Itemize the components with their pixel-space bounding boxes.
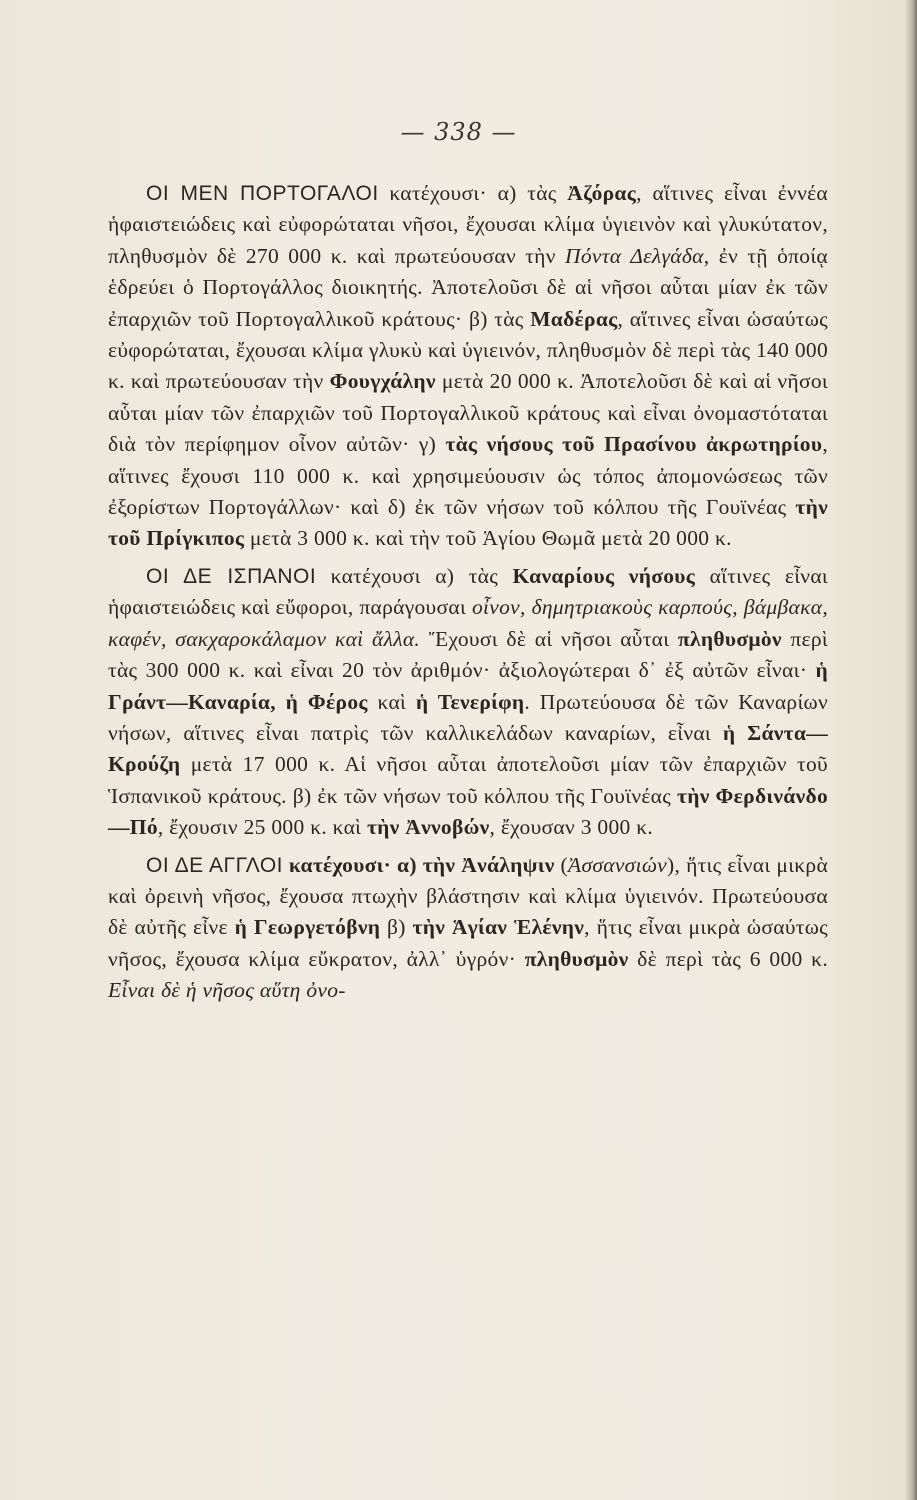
bold-term: ἡ Τενερίφη <box>415 689 525 714</box>
text-run: μετὰ 20 000 κ. Ἀποτελοῦσι δὲ καὶ αἱ νῆσοι αὗται μίαν τῶν ἐπαρχιῶν τοῦ Πορτογαλλικοῦ κράτους καὶ εἶναι ὀνομαστόταται διὰ τὸν περίφημον οἶνον αὐτῶν· γ) <box>108 369 828 457</box>
bold-term: Μαδέρας <box>530 306 618 331</box>
text-run: , αἵτινες εἶναι ὡσαύτως εὐφορώταται, ἔχουσαι κλίμα γλυκὺ καὶ ὑγιεινόν, πληθυσμὸν δὲ περὶ τὰς 140 000 κ. καὶ πρωτεύουσαν τὴν <box>108 306 828 394</box>
text-run: , ἔχουσιν 25 000 κ. καὶ <box>157 815 367 840</box>
bold-term: πληθυσμὸν <box>524 946 629 971</box>
text-run: Ἔχουσι δὲ αἱ νῆσοι αὗται <box>420 626 678 651</box>
paragraph-lead: ΟΙ ΔΕ ΑΓΓΛΟΙ <box>146 853 284 877</box>
bold-term: ἡ Σάντα—Κρούζη <box>108 720 828 777</box>
text-run: μετὰ 17 000 κ. Αἱ νῆσοι αὗται ἀποτελοῦσι μίαν τῶν ἐπαρχιῶν τοῦ Ἱσπανικοῦ κράτους. β) ἐκ τῶν νήσων τοῦ κόλπου τῆς Γουϊνέας <box>108 752 828 808</box>
paragraph <box>108 850 828 1007</box>
text-run: , ἐν τῇ ὁποίᾳ ἑδρεύει ὁ Πορτογάλλος διοικητής. Ἀποτελοῦσι δὲ αἱ νῆσοι αὗται μίαν ἐκ τῶν ἐπαρχιῶν τοῦ Πορτογαλλικοῦ κράτους· β) τὰς <box>108 243 828 331</box>
bold-term: πληθυσμὸν <box>677 626 782 651</box>
text-run: περὶ τὰς 300 000 κ. καὶ εἶναι 20 τὸν ἀριθμόν· ἀξιολογώτεραι δ᾽ ἐξ αὐτῶν εἶναι· <box>108 626 828 683</box>
italic-text: Πόντα Δελγάδα <box>565 243 704 268</box>
text-run: μετὰ 3 000 κ. καὶ τὴν τοῦ Ἁγίου Θωμᾶ μετὰ 20 000 κ. <box>244 526 732 551</box>
bold-term: ἡ Γράντ—Καναρία, ἡ Φέρος <box>108 658 828 714</box>
italic-text: οἶνον, δημητριακοὺς καρπούς, βάμβακα, καφέν, σακχαροκάλαμον καὶ ἄλλα. <box>108 595 828 651</box>
bold-term: τὴν Ἀνάληψιν <box>422 852 555 877</box>
bold-term: Ἀζόρας <box>567 181 637 205</box>
text-run: , αἵτινες εἶναι ἐννέα ἡφαιστειώδεις καὶ εὐφορώταται νῆσοι, ἔχουσαι κλίμα ὑγιεινὸν καὶ γλυκύτατον, πληθυσμὸν δὲ 270 000 κ. καὶ πρωτεύουσαν τὴν <box>108 181 828 268</box>
body-text <box>108 178 828 1007</box>
paragraph <box>108 178 828 555</box>
bold-term: τὴν Ἁγίαν Ἑλένην <box>412 915 585 940</box>
bold-term: τὴν Ἀννοβών <box>366 815 490 840</box>
paragraph-lead: ΟΙ ΔΕ ΙΣΠΑΝΟΙ <box>146 564 317 588</box>
italic-text: Εἶναι δὲ ἡ νῆσος αὕτη ὀνο- <box>108 978 346 1003</box>
text-run: δὲ περὶ τὰς 6 000 κ. <box>628 946 828 971</box>
italic-text: Ἀσσανσιών <box>568 852 668 877</box>
text-run: . Πρωτεύουσα δὲ τῶν Καναρίων νήσων, αἵτινες εἶναι πατρὶς τῶν καλλικελάδων καναρίων, εἶναι <box>108 689 828 745</box>
text-run: καὶ <box>367 689 416 714</box>
text-run: κατέχουσι α) τὰς <box>316 563 513 588</box>
text-run: ( <box>554 852 569 877</box>
text-run: , αἵτινες ἔχουσι 110 000 κ. καὶ χρησιμεύουσιν ὡς τόπος ἀπομονώσεως τῶν ἐξορίστων Πορτογάλλων· καὶ δ) ἐκ τῶν νήσων τοῦ κόλπου τῆς Γουϊνέας <box>108 432 828 520</box>
text-run: ), ἥτις εἶναι μικρὰ καὶ ὀρεινὴ νῆσος, ἔχουσα πτωχὴν βλάστησιν καὶ κλίμα ὑγιεινόν. Πρωτεύουσα δὲ αὐτῆς εἶνε <box>108 852 829 940</box>
bold-term: Καναρίους νήσους <box>512 563 696 588</box>
text-run: αἵτινες εἶναι ἡφαιστειώδεις καὶ εὔφοροι, παράγουσαι <box>108 563 828 620</box>
bold-term: Φουγχάλην <box>329 369 436 394</box>
text-run: κατέχουσι· α) τὰς <box>378 181 568 205</box>
text-run: , ἥτις εἶναι μικρὰ ὡσαύτως νῆσος, ἔχουσα κλίμα εὔκρατον, ἀλλ᾽ ὑγρόν· <box>108 915 828 971</box>
text-run: , ἔχουσαν 3 000 κ. <box>489 815 654 840</box>
page-number: — 338 — <box>400 118 517 146</box>
bold-term: κατέχουσι· α) <box>283 852 423 877</box>
text-run: β) <box>380 915 413 940</box>
bold-term: τὴν τοῦ Πρίγκιπος <box>108 495 828 551</box>
paragraph <box>108 561 828 844</box>
bold-term: τὰς νήσους τοῦ Πρασίνου ἀκρωτηρίου <box>445 432 823 457</box>
bold-term: τὴν Φερδινάνδο—Πό <box>108 783 828 840</box>
paragraph-lead: ΟΙ ΜΕΝ ΠΟΡΤΟΓΑΛΟΙ <box>146 182 379 205</box>
bold-term: ἡ Γεωργετόβνη <box>234 915 381 940</box>
page-edge-shadow <box>905 0 917 1500</box>
